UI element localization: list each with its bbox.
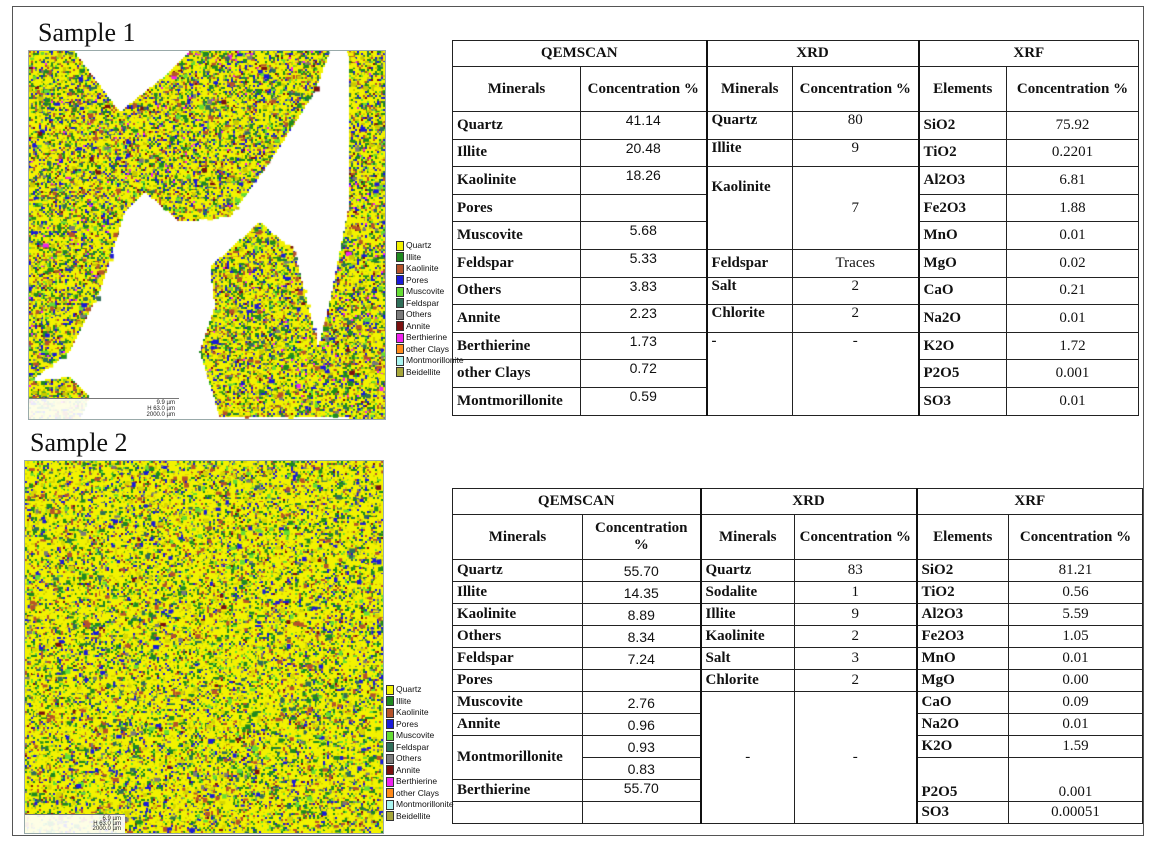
sample-2-legend [386,684,454,822]
legend-label: Feldspar [406,297,440,308]
xrd-mineral: Quartz [701,560,795,582]
sample-1-scale-bar [29,398,179,419]
legend-label: Quartz [406,240,432,250]
qemscan-value: 0.96 [583,714,701,736]
group-header-row [453,41,1139,67]
column-header: Elements [917,515,1009,560]
xrd-value: 3 [795,648,917,670]
sample-2-table [452,488,1143,824]
legend-label: Beidellite [406,366,441,377]
legend-swatch [386,719,394,729]
xrf-element: CaO [919,277,1007,305]
xrd-value: 2 [795,626,917,648]
legend-swatch [386,788,394,798]
xrd-value: 7 [793,167,919,250]
legend-item [386,707,454,719]
table-row [453,249,1139,277]
xrd-mineral: - [701,692,795,824]
legend-swatch [396,344,404,354]
xrf-value: 0.01 [1007,305,1139,333]
legend-swatch [386,696,394,706]
xrf-value: 0.001 [1007,360,1139,388]
group-header: XRD [701,489,917,515]
table-row [453,332,1139,360]
xrd-mineral: Chlorite [707,305,793,333]
legend-swatch [386,708,394,718]
qemscan-mineral: Berthierine [453,780,583,802]
xrf-value: 0.02 [1007,249,1139,277]
sample-1-table [452,40,1139,416]
xrf-element: Na2O [919,305,1007,333]
group-header: XRF [919,41,1139,67]
qemscan-value: 20.48 [581,139,707,167]
legend-swatch [396,275,404,285]
legend-item [386,696,454,708]
xrd-value: 1 [795,582,917,604]
qemscan-value: 18.26 [581,167,707,195]
column-header: Minerals [453,515,583,560]
legend-swatch [386,685,394,695]
xrd-mineral: Salt [707,277,793,305]
qemscan-value: 5.33 [581,249,707,277]
legend-item [386,799,454,811]
xrf-value: 6.81 [1007,167,1139,195]
legend-swatch [396,367,404,377]
scale-line-2: H 63.0 µm [147,406,175,412]
qemscan-mineral: Quartz [453,560,583,582]
legend-swatch [386,754,394,764]
legend-swatch [396,264,404,274]
qemscan-mineral: Pores [453,670,583,692]
xrf-value: 0.09 [1009,692,1143,714]
xrd-value: 80 [793,112,919,140]
xrf-value: 1.59 [1009,736,1143,758]
legend-item [386,719,454,731]
legend-label: Annite [406,320,431,331]
qemscan-value: 8.89 [583,604,701,626]
xrf-value: 0.21 [1007,277,1139,305]
xrf-element: P2O5 [919,360,1007,388]
legend-label: Feldspar [396,741,430,752]
sample-2-scale-bar [25,814,125,833]
xrf-element: P2O5 [917,758,1009,802]
xrf-value: 0.00 [1009,670,1143,692]
table-row [453,277,1139,305]
legend-label: Berthierine [396,776,438,786]
legend-label: Beidellite [396,810,431,821]
xrd-value: 2 [793,305,919,333]
table-row [453,670,1143,692]
qemscan-value: 8.34 [583,626,701,648]
xrf-element: SiO2 [919,112,1007,140]
legend-label: Montmorillonite [396,799,454,809]
xrd-mineral: Sodalite [701,582,795,604]
legend-swatch [396,252,404,262]
table-row [453,167,1139,195]
qemscan-mineral: Muscovite [453,222,581,250]
xrf-element: MnO [919,222,1007,250]
qemscan-mineral: Illite [453,139,581,167]
sample-2-label: Sample 2 [30,428,128,457]
qemscan-value [581,194,707,222]
qemscan-mineral: Kaolinite [453,604,583,626]
qemscan-value: 7.24 [583,648,701,670]
sample-1-map [28,50,386,420]
table-row [453,648,1143,670]
legend-label: Muscovite [396,730,435,740]
xrd-value: 2 [795,670,917,692]
column-header-row [453,67,1139,112]
legend-swatch [386,765,394,775]
xrf-value: 1.72 [1007,332,1139,360]
legend-label: Illite [396,695,412,706]
xrd-mineral: Illite [701,604,795,626]
xrf-value: 0.01 [1009,648,1143,670]
qemscan-value: 2.23 [581,305,707,333]
legend-item [386,765,454,777]
sample-1-mineral-map-image [29,51,385,419]
legend-swatch [396,321,404,331]
legend-label: Others [406,309,432,319]
table-row [453,139,1139,167]
group-header: XRD [707,41,919,67]
legend-label: Berthierine [406,332,448,342]
xrf-value: 0.01 [1007,222,1139,250]
column-header: Minerals [453,67,581,112]
xrf-element: K2O [919,332,1007,360]
xrf-value: 75.92 [1007,112,1139,140]
legend-swatch [396,333,404,343]
legend-label: other Clays [406,343,449,354]
table-row [453,692,1143,714]
qemscan-mineral: Montmorillonite [453,387,581,415]
qemscan-mineral: Feldspar [453,648,583,670]
xrf-value: 0.56 [1009,582,1143,604]
legend-label: Annite [396,764,421,775]
qemscan-value: 55.70 [583,560,701,582]
column-header: Concentration % [795,515,917,560]
scale-line-3: 2000.0 µm [146,412,175,418]
xrd-mineral: Feldspar [707,249,793,277]
qemscan-mineral: Pores [453,194,581,222]
qemscan-mineral: Illite [453,582,583,604]
xrf-element: SO3 [917,802,1009,824]
xrf-value: 1.88 [1007,194,1139,222]
column-header: Elements [919,67,1007,112]
table-row [453,604,1143,626]
qemscan-mineral: Others [453,277,581,305]
xrf-element: Al2O3 [919,167,1007,195]
qemscan-value: 14.35 [583,582,701,604]
qemscan-value: 55.70 [583,780,701,802]
table-row [453,626,1143,648]
legend-item [386,811,454,823]
legend-swatch [396,356,404,366]
xrd-mineral: Illite [707,139,793,167]
column-header: Concentration % [1009,515,1143,560]
qemscan-value: 41.14 [581,112,707,140]
xrd-value: 9 [795,604,917,626]
xrf-value: 0.2201 [1007,139,1139,167]
legend-item [386,788,454,800]
legend-label: Pores [406,274,429,285]
qemscan-mineral: Annite [453,305,581,333]
legend-swatch [386,731,394,741]
qemscan-value: 0.93 [583,736,701,758]
column-header-row [453,515,1143,560]
xrf-value: 0.01 [1007,387,1139,415]
scale-line-1: 6.9 µm [102,816,121,822]
xrf-element: CaO [917,692,1009,714]
xrf-value: 81.21 [1009,560,1143,582]
column-header: Concentration % [793,67,919,112]
xrf-value: 0.001 [1009,758,1143,802]
qemscan-value [583,670,701,692]
xrf-element: Na2O [917,714,1009,736]
qemscan-mineral: Quartz [453,112,581,140]
xrf-element: SO3 [919,387,1007,415]
legend-label: Kaolinite [396,707,429,717]
xrf-element: SiO2 [917,560,1009,582]
xrd-mineral: Kaolinite [701,626,795,648]
column-header: Minerals [701,515,795,560]
legend-item [386,742,454,754]
xrd-mineral: - [707,332,793,415]
legend-label: other Clays [396,787,439,798]
legend-swatch [396,310,404,320]
table-row [453,112,1139,140]
group-header: XRF [917,489,1143,515]
qemscan-mineral: Berthierine [453,332,581,360]
column-header: Concentration % [1007,67,1139,112]
qemscan-value: 0.83 [583,758,701,780]
qemscan-value-empty [583,802,701,824]
xrd-mineral: Salt [701,648,795,670]
qemscan-mineral: Muscovite [453,692,583,714]
xrd-mineral: Chlorite [701,670,795,692]
legend-swatch [396,287,404,297]
qemscan-mineral: Annite [453,714,583,736]
column-header: Concentration % [581,67,707,112]
group-header: QEMSCAN [453,489,701,515]
scale-line-1: 9.9 µm [156,400,175,406]
xrd-value: 83 [795,560,917,582]
legend-swatch [386,800,394,810]
legend-swatch [386,811,394,821]
group-header-row [453,489,1143,515]
legend-item [386,753,454,765]
legend-item [386,730,454,742]
xrd-value: 9 [793,139,919,167]
legend-swatch [396,241,404,251]
qemscan-value: 5.68 [581,222,707,250]
column-header: Minerals [707,67,793,112]
legend-label: Pores [396,718,419,729]
qemscan-value: 1.73 [581,332,707,360]
legend-item [386,684,454,696]
sample-2-mineral-map-image [25,461,383,833]
qemscan-mineral: other Clays [453,360,581,388]
legend-swatch [386,742,394,752]
sample-2-map [24,460,384,834]
xrf-element: Fe2O3 [917,626,1009,648]
qemscan-mineral: Kaolinite [453,167,581,195]
qemscan-mineral-empty [453,802,583,824]
xrd-value: 2 [793,277,919,305]
xrf-element: Fe2O3 [919,194,1007,222]
xrf-element: K2O [917,736,1009,758]
legend-item [386,776,454,788]
legend-swatch [396,298,404,308]
xrd-mineral: Quartz [707,112,793,140]
xrd-value: Traces [793,249,919,277]
column-header: Concentration % [583,515,701,560]
xrf-element: MnO [917,648,1009,670]
group-header: QEMSCAN [453,41,707,67]
qemscan-value: 0.72 [581,360,707,388]
legend-swatch [386,777,394,787]
xrf-value: 0.00051 [1009,802,1143,824]
xrf-element: TiO2 [919,139,1007,167]
xrf-value: 5.59 [1009,604,1143,626]
xrf-value: 1.05 [1009,626,1143,648]
xrf-element: MgO [917,670,1009,692]
qemscan-value: 2.76 [583,692,701,714]
legend-label: Montmorillonite [406,355,464,365]
xrf-element: Al2O3 [917,604,1009,626]
qemscan-mineral: Others [453,626,583,648]
qemscan-value: 3.83 [581,277,707,305]
legend-label: Others [396,753,422,763]
xrf-element: TiO2 [917,582,1009,604]
table-row [453,560,1143,582]
xrf-element: MgO [919,249,1007,277]
legend-label: Kaolinite [406,263,439,273]
table-row [453,305,1139,333]
xrf-value: 0.01 [1009,714,1143,736]
sample-1-label: Sample 1 [38,18,136,47]
xrd-value: - [795,692,917,824]
scale-line-2: H 63.0 µm [93,821,121,827]
legend-label: Muscovite [406,286,445,296]
qemscan-mineral: Feldspar [453,249,581,277]
scale-line-3: 2000.0 µm [92,826,121,832]
xrd-mineral: Kaolinite [707,167,793,250]
qemscan-mineral: Montmorillonite [453,736,583,780]
table-row [453,582,1143,604]
legend-label: Illite [406,251,422,262]
qemscan-value: 0.59 [581,387,707,415]
legend-label: Quartz [396,684,422,694]
xrd-value: - [793,332,919,415]
